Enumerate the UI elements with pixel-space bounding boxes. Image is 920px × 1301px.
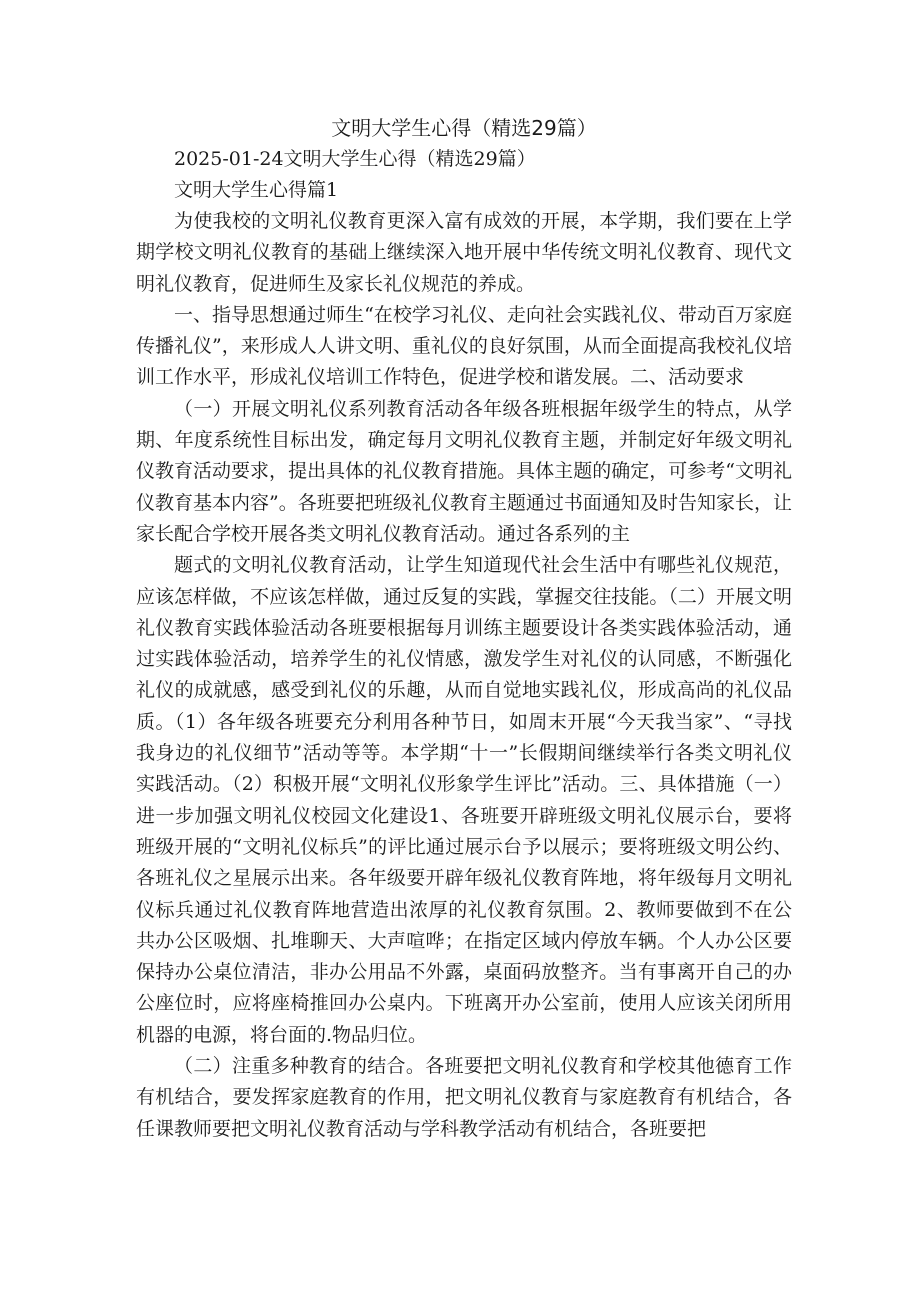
paragraph-practice-measures: 题式的文明礼仪教育活动，让学生知道现代社会生活中有哪些礼仪规范，应该怎样做，不应该怎样做，通过反复的实践，掌握交往技能。（二）开展文明礼仪教育实践体验活动各班要根据每月训练主题要设计各类实践体验活动，通过实践体验活动，培养学生的礼仪情感，激发学生对礼仪的认同感，不断强化礼仪的成就感，感受到礼仪的乐趣，从而自觉地实践礼仪，形成高尚的礼仪品质。（1）各年级各班要充分利用各种节日，如周末开展“今天我当家”、“寻找我身边的礼仪细节”活动等等。本学期“十一”长假期间继续举行各类文明礼仪实践活动。（2）积极开展“文明礼仪形象学生评比”活动。三、具体措施（一）进一步加强文明礼仪校园文化建设1、各班要开辟班级文明礼仪展示台，要将班级开展的“文明礼仪标兵”的评比通过展示台予以展示；要将班级文明公约、各班礼仪之星展示出来。各年级要开辟年级礼仪教育阵地，将年级每月文明礼仪标兵通过礼仪教育阵地营造出浓厚的礼仪教育氛围。2、教师要做到不在公共办公区吸烟、扎堆聊天、大声喧哗；在指定区域内停放车辆。个人办公区要保持办公桌位清洁，非办公用品不外露，桌面码放整齐。当有事离开自己的办公座位时，应将座椅推回办公桌内。下班离开办公室前，使用人应该关闭所用机器的电源，将台面的.物品归位。 [136, 554, 792, 1046]
date-line: 2025-01-24文明大学生心得（精选29篇） [174, 148, 536, 170]
paragraph-education-integration: （二）注重多种教育的结合。各班要把文明礼仪教育和学校其他德育工作有机结合，要发挥家庭教育的作用，把文明礼仪教育与家庭教育有机结合，各任课教师要把文明礼仪教育活动与学科教学活动有机结合，各班要把 [136, 1055, 792, 1140]
paragraph-activity-series: （一）开展文明礼仪系列教育活动各年级各班根据年级学生的特点，从学期、年度系统性目标出发，确定每月文明礼仪教育主题，并制定好年级文明礼仪教育活动要求，提出具体的礼仪教育措施。具体主题的确定，可参考“文明礼仪教育基本内容”。各班要把班级礼仪教育主题通过书面通知及时告知家长，让家长配合学校开展各类文明礼仪教育活动。通过各系列的主 [136, 397, 792, 545]
section-heading: 文明大学生心得篇1 [174, 179, 339, 201]
document-title: 文明大学生心得（精选29篇） [331, 116, 597, 140]
document-page [136, 112, 792, 1145]
paragraph-intro: 为使我校的文明礼仪教育更深入富有成效的开展，本学期，我们要在上学期学校文明礼仪教育的基础上继续深入地开展中华传统文明礼仪教育、现代文明礼仪教育，促进师生及家长礼仪规范的养成。 [136, 210, 792, 295]
paragraph-guiding-ideology: 一、指导思想通过师生“在校学习礼仪、走向社会实践礼仪、带动百万家庭传播礼仪”，来形成人人讲文明、重礼仪的良好氛围，从而全面提高我校礼仪培训工作水平，形成礼仪培训工作特色，促进学校和谐发展。二、活动要求 [136, 303, 792, 389]
